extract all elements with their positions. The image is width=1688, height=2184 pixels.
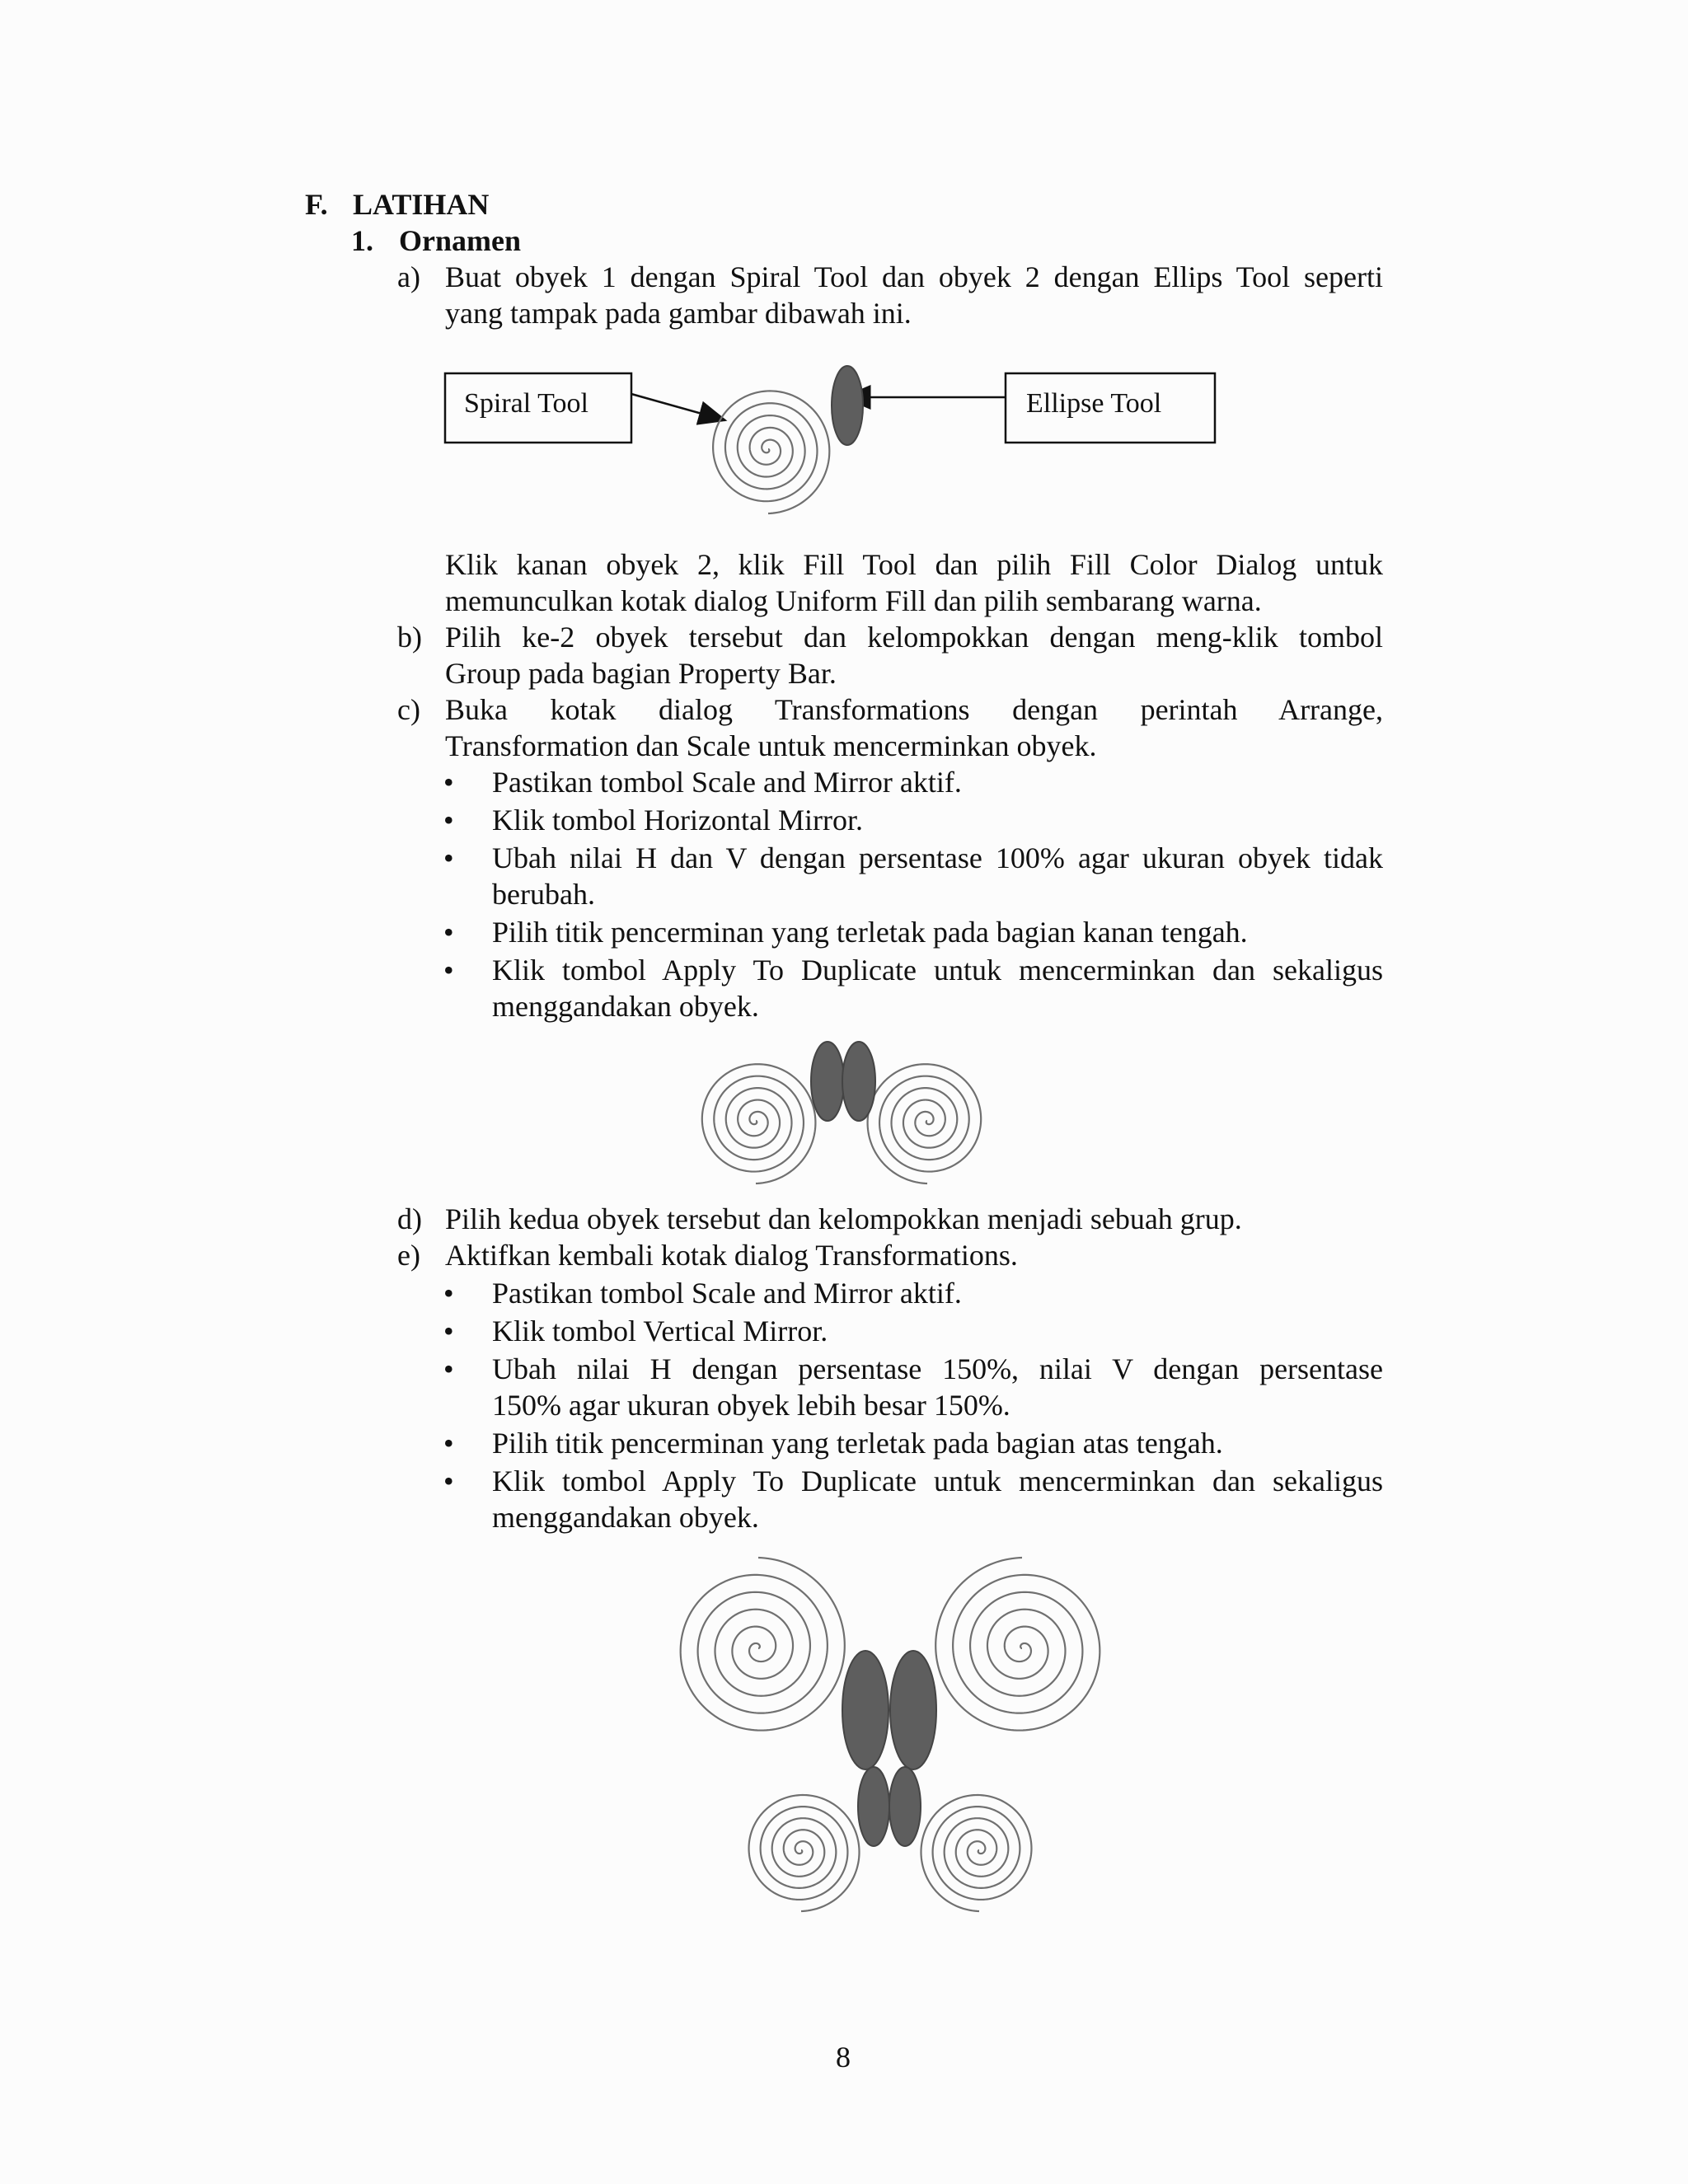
ellipse-fig3-bottom-right [889, 1767, 921, 1846]
spiral-fig3-top-left [681, 1558, 845, 1731]
step-c-bullet-4: Pilih titik pencerminan yang terletak pada bagian kanan tengah. [492, 916, 1248, 949]
bullet-e-4: • [443, 1427, 454, 1460]
step-b-line2: Group pada bagian Property Bar. [445, 657, 837, 690]
step-e-bullet-3-line1: Ubah nilai H dengan persentase 150%, nilai V dengan persentase [492, 1352, 1383, 1385]
step-b-marker: b) [397, 621, 422, 654]
spiral-fig3-bottom-left [749, 1795, 860, 1911]
subsection-title: Ornamen [399, 224, 521, 257]
bullet-c-2: • [443, 804, 454, 837]
step-e-bullet-1: Pastikan tombol Scale and Mirror aktif. [492, 1277, 962, 1310]
page-number: 8 [836, 2041, 851, 2074]
spiral-fig3-top-right [935, 1558, 1100, 1731]
step-e-marker: e) [397, 1239, 420, 1272]
step-c-bullet-5-line1: Klik tombol Apply To Duplicate untuk mencerminkan dan sekaligus [492, 954, 1383, 987]
bullet-c-1: • [443, 766, 454, 799]
bullet-e-2: • [443, 1315, 454, 1347]
spiral-fig3-bottom-right [921, 1795, 1031, 1911]
after-fig1-line1: Klik kanan obyek 2, klik Fill Tool dan pilih Fill Color Dialog untuk [445, 548, 1383, 581]
step-e-bullet-4: Pilih titik pencerminan yang terletak pada bagian atas tengah. [492, 1427, 1223, 1460]
step-e-bullet-3-line2: 150% agar ukuran obyek lebih besar 150%. [492, 1389, 1010, 1422]
step-c-marker: c) [397, 693, 420, 726]
step-e-line1: Aktifkan kembali kotak dialog Transformations. [445, 1239, 1018, 1272]
step-c-line1: Buka kotak dialog Transformations dengan perintah Arrange, [445, 693, 1383, 726]
step-c-bullet-5-line2: menggandakan obyek. [492, 990, 759, 1023]
step-e-bullet-5-line1: Klik tombol Apply To Duplicate untuk mencerminkan dan sekaligus [492, 1465, 1383, 1497]
step-c-bullet-3-line2: berubah. [492, 878, 595, 911]
spiral-fig3-top-left-path [681, 1558, 845, 1731]
step-c-line2: Transformation dan Scale untuk mencerminkan obyek. [445, 729, 1097, 762]
step-c-bullet-3-line1: Ubah nilai H dan V dengan persentase 100% agar ukuran obyek tidak [492, 841, 1383, 874]
step-b-line1: Pilih ke-2 obyek tersebut dan kelompokkan dengan meng-klik tombol [445, 621, 1383, 654]
step-a-line2: yang tampak pada gambar dibawah ini. [445, 297, 912, 330]
step-d-line1: Pilih kedua obyek tersebut dan kelompokkan menjadi sebuah grup. [445, 1202, 1242, 1235]
step-d-marker: d) [397, 1202, 422, 1235]
spiral-fig3-bottom-right-path [921, 1795, 1031, 1911]
bullet-c-4: • [443, 916, 454, 949]
ellipse-fig3-bottom-left [858, 1767, 889, 1846]
spiral-fig3-bottom-left-path [749, 1795, 860, 1911]
step-a-marker: a) [397, 260, 420, 293]
bullet-e-1: • [443, 1277, 454, 1310]
step-c-bullet-1: Pastikan tombol Scale and Mirror aktif. [492, 766, 962, 799]
step-a-line1: Buat obyek 1 dengan Spiral Tool dan obyek 2 dengan Ellips Tool seperti [445, 260, 1383, 293]
bullet-e-3: • [443, 1352, 454, 1385]
spiral-tool-label: Spiral Tool [464, 388, 588, 419]
ellipse-tool-label: Ellipse Tool [1026, 388, 1162, 419]
bullet-c-5: • [443, 954, 454, 987]
subsection-number: 1. [351, 224, 373, 257]
after-fig1-line2: memunculkan kotak dialog Uniform Fill dan pilih sembarang warna. [445, 584, 1262, 617]
step-e-bullet-5-line2: menggandakan obyek. [492, 1501, 759, 1534]
ellipse-fig3-top-left [842, 1651, 889, 1769]
bullet-c-3: • [443, 841, 454, 874]
spiral-fig3-top-right-path [935, 1558, 1100, 1731]
section-letter: F. [305, 188, 328, 221]
section-title: LATIHAN [353, 188, 490, 221]
bullet-e-5: • [443, 1465, 454, 1497]
step-e-bullet-2: Klik tombol Vertical Mirror. [492, 1315, 828, 1347]
step-c-bullet-2: Klik tombol Horizontal Mirror. [492, 804, 863, 837]
ellipse-fig3-top-right [890, 1651, 936, 1769]
